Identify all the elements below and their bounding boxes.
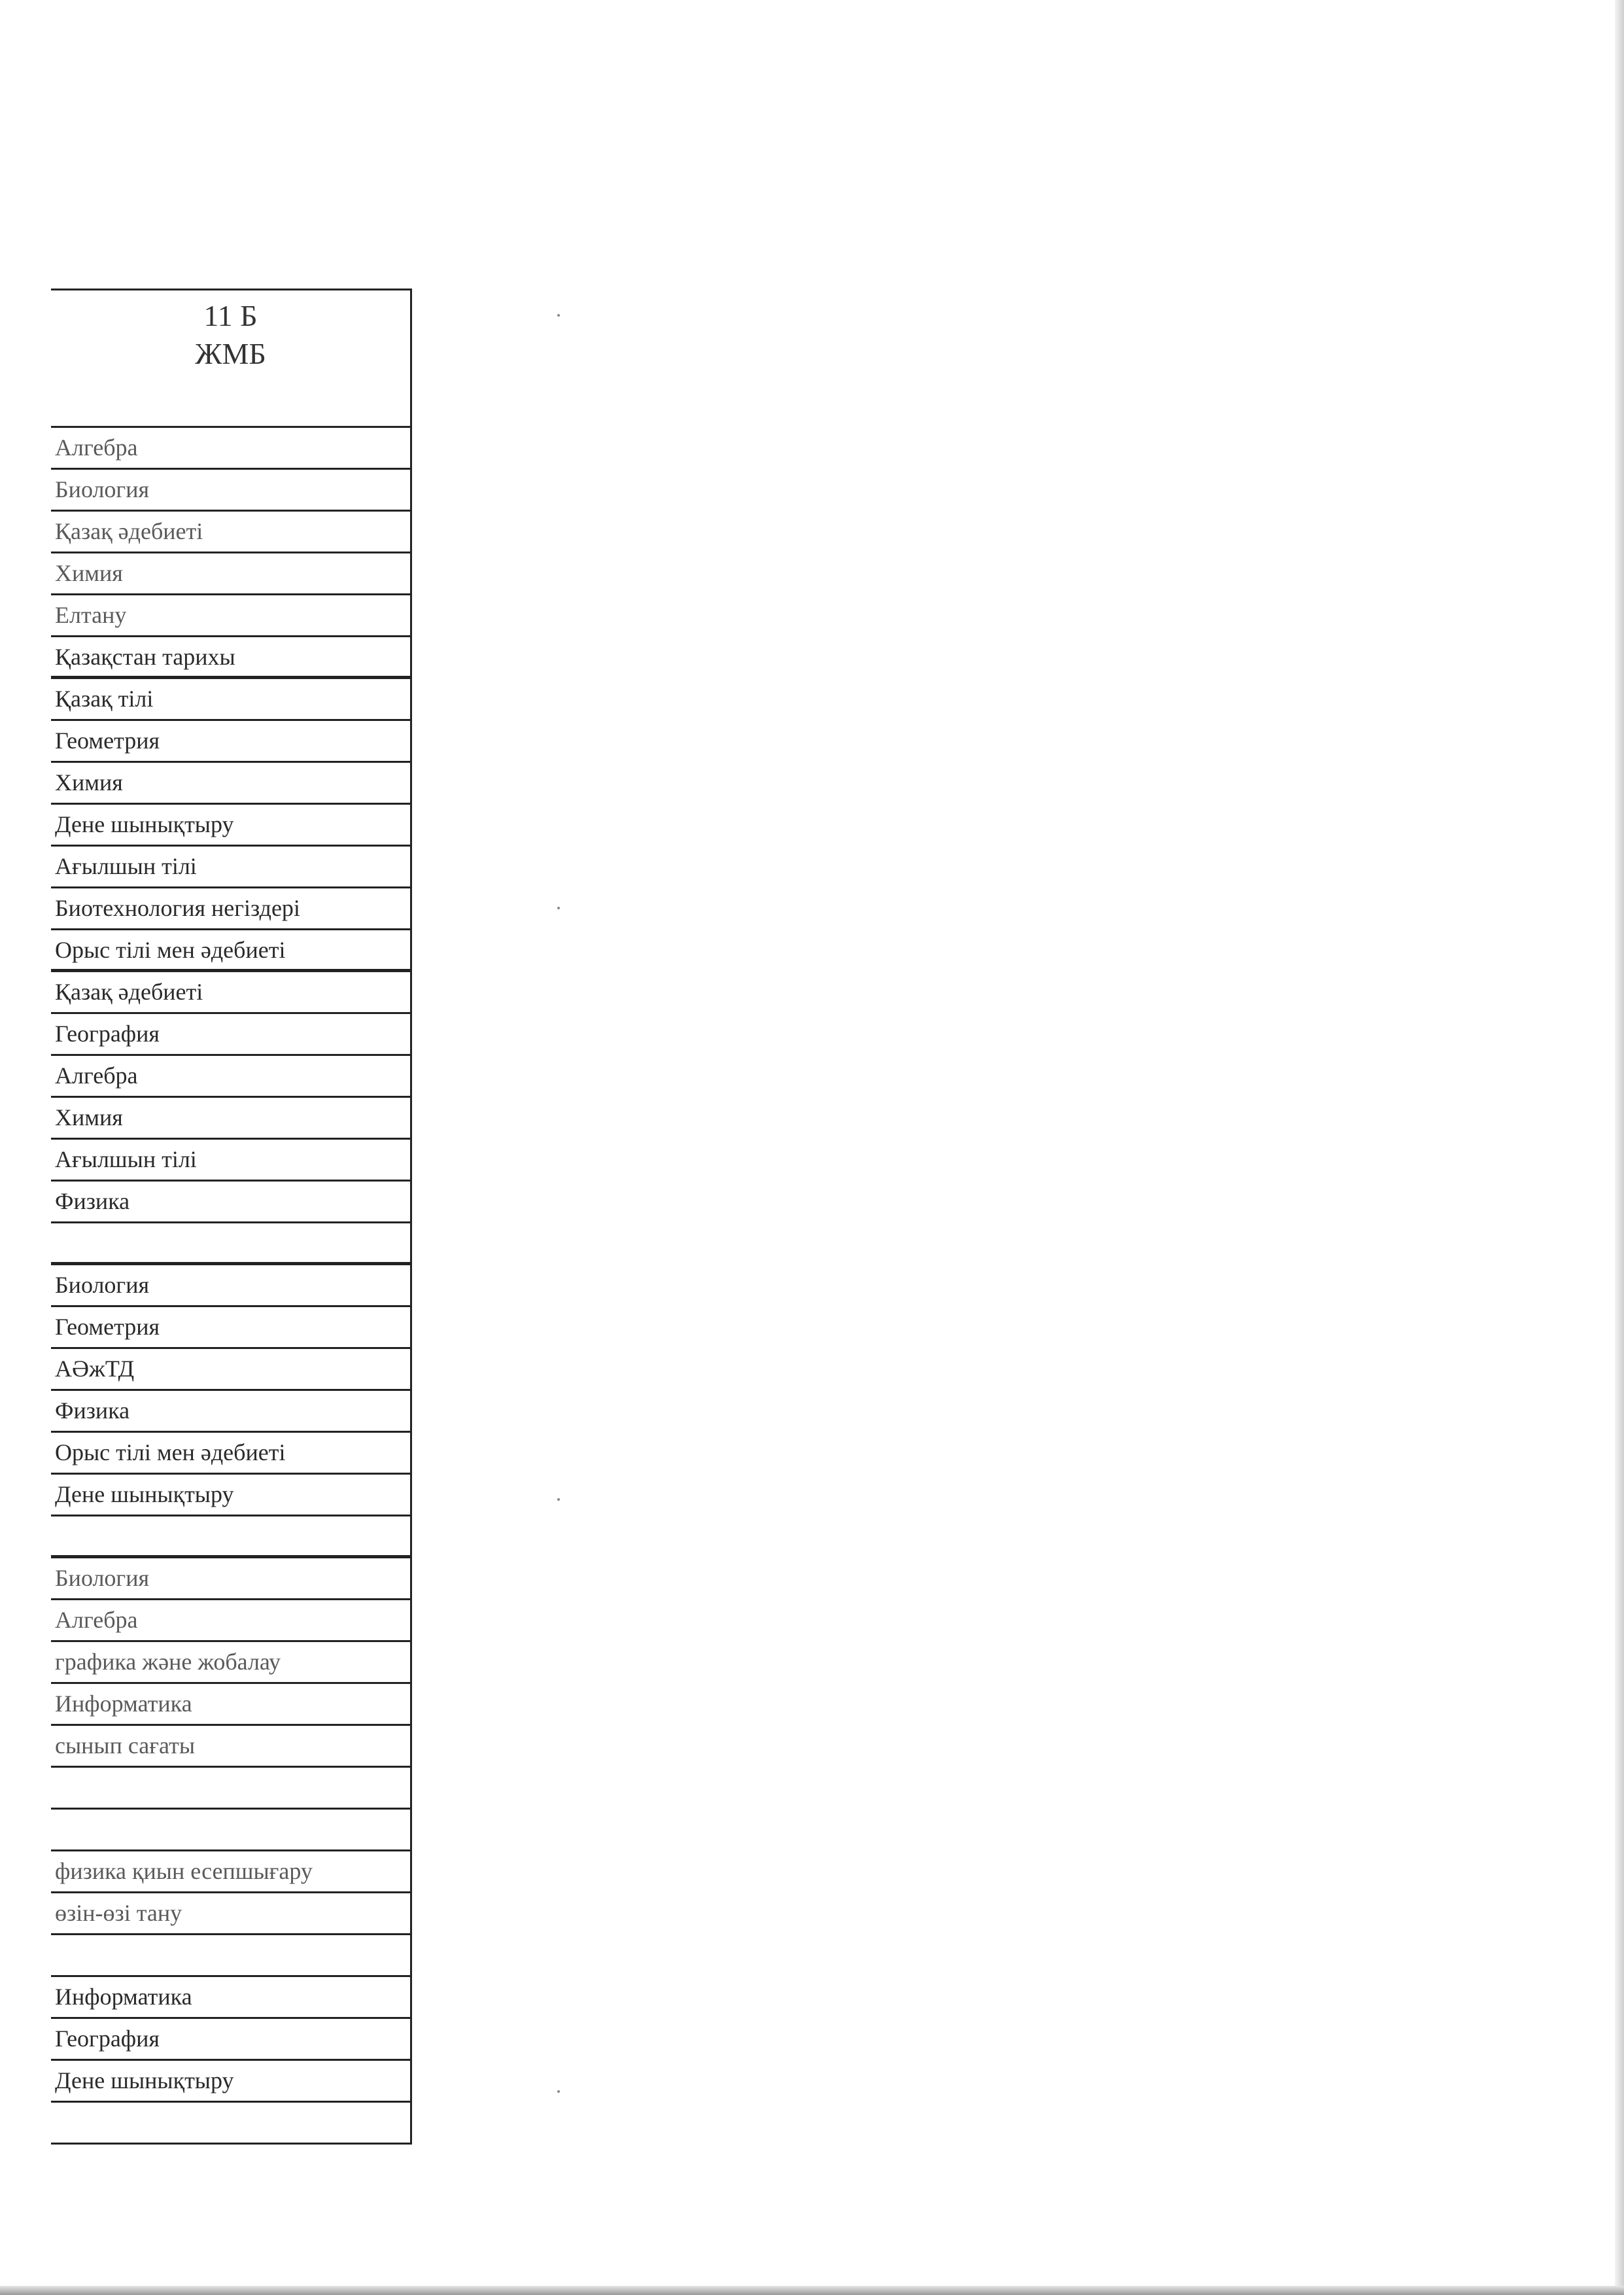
subject-row: Қазақ әдебиеті xyxy=(51,512,410,553)
subject-row: Ағылшын тілі xyxy=(51,847,410,888)
subject-row: Химия xyxy=(51,763,410,805)
scan-speck xyxy=(557,314,560,317)
subject-row: Физика xyxy=(51,1182,410,1223)
scan-edge-bottom xyxy=(0,2286,1624,2295)
subject-row: Алгебра xyxy=(51,1600,410,1642)
subject-list xyxy=(51,428,410,2145)
subject-row: Қазақ тілі xyxy=(51,679,410,721)
subject-row: Биология xyxy=(51,470,410,512)
subject-row: География xyxy=(51,2019,410,2061)
empty-row xyxy=(51,1935,410,1977)
subject-row: Дене шынықтыру xyxy=(51,1475,410,1516)
subject-row: Физика xyxy=(51,1391,410,1433)
subject-row: Ағылшын тілі xyxy=(51,1140,410,1182)
subject-row: Дене шынықтыру xyxy=(51,805,410,847)
scan-speck xyxy=(557,1498,560,1501)
subject-row: Информатика xyxy=(51,1684,410,1726)
subject-row: Орыс тілі мен әдебиеті xyxy=(51,1433,410,1475)
subject-row: Биология xyxy=(51,1265,410,1307)
subject-row: Информатика xyxy=(51,1977,410,2019)
subject-row: Геометрия xyxy=(51,1307,410,1349)
subject-row: Қазақстан тарихы xyxy=(51,637,410,679)
subject-row: Химия xyxy=(51,553,410,595)
subject-row: Химия xyxy=(51,1098,410,1140)
subject-row: Орыс тілі мен әдебиеті xyxy=(51,930,410,972)
schedule-table xyxy=(51,289,412,2145)
schedule-header xyxy=(51,290,410,428)
class-name: 11 Б xyxy=(203,299,258,332)
subject-row: графика және жобалау xyxy=(51,1642,410,1684)
subject-row: өзін-өзі тану xyxy=(51,1893,410,1935)
schedule-subtitle: ЖМБ xyxy=(195,337,266,370)
subject-row: География xyxy=(51,1014,410,1056)
empty-row xyxy=(51,1223,410,1265)
scan-speck xyxy=(557,2090,560,2093)
scan-speck xyxy=(557,907,560,909)
subject-row: Биология xyxy=(51,1558,410,1600)
subject-row: Елтану xyxy=(51,595,410,637)
subject-row: Алгебра xyxy=(51,428,410,470)
subject-row: физика қиын есепшығару xyxy=(51,1851,410,1893)
subject-row: Дене шынықтыру xyxy=(51,2061,410,2103)
subject-row: Қазақ әдебиеті xyxy=(51,972,410,1014)
empty-row xyxy=(51,1810,410,1851)
scan-edge-right xyxy=(1615,0,1624,2295)
subject-row: АӘжТД xyxy=(51,1349,410,1391)
subject-row: сынып сағаты xyxy=(51,1726,410,1768)
subject-row: Геометрия xyxy=(51,721,410,763)
empty-row xyxy=(51,1516,410,1558)
subject-row: Алгебра xyxy=(51,1056,410,1098)
subject-row: Биотехнология негіздері xyxy=(51,888,410,930)
empty-row xyxy=(51,2103,410,2145)
empty-row xyxy=(51,1768,410,1810)
